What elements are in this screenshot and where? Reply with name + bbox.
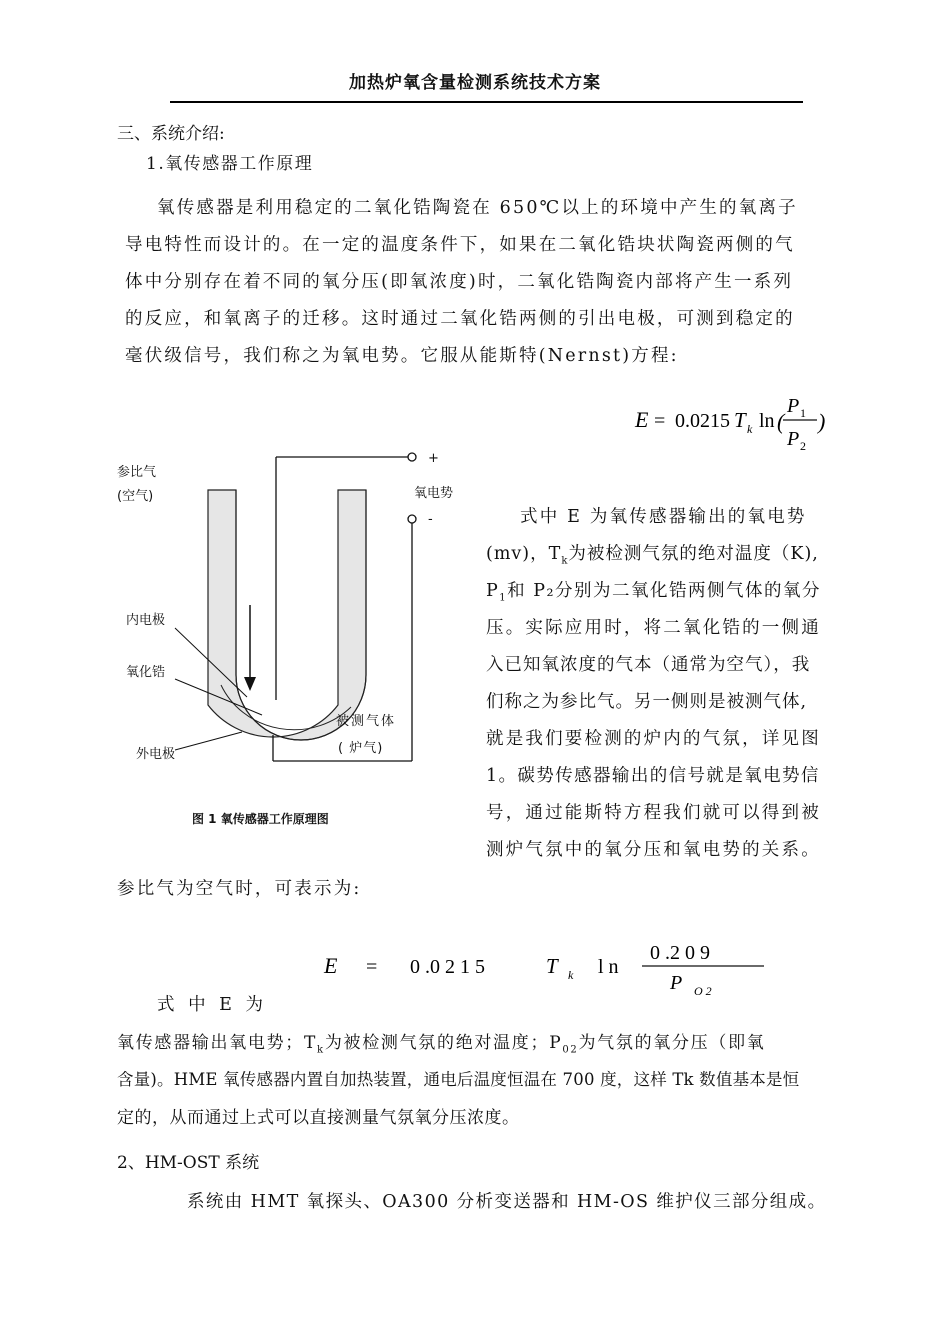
side-paragraph-line: 入已知氧浓度的气本（通常为空气），我: [486, 655, 811, 675]
label-minus: -: [428, 512, 433, 527]
nernst-equation: [620, 385, 840, 455]
label-furnace-gas: ( 炉气): [338, 741, 384, 756]
header-divider: [170, 101, 803, 103]
reference-air-line: 参比气为空气时，可表示为:: [117, 879, 362, 899]
label-measured-gas: 被测气体: [336, 714, 397, 729]
side-paragraph-line: $P_1$和 P₂分别为二氧化锆两侧气体的氧分: [486, 581, 822, 604]
oxygen-sensor-diagram: [100, 445, 480, 835]
side-paragraph-line: 式中 E 为氧传感器输出的氧电势: [520, 507, 807, 527]
svg-text:(: (: [777, 409, 785, 434]
paragraph-line: 毫伏级信号，我们称之为氧电势。它服从能斯特(Nernst)方程:: [125, 346, 679, 366]
label-plus: +: [428, 451, 439, 466]
positive-terminal: [408, 453, 416, 461]
document-header-title: 加热炉氧含量检测系统技术方案: [349, 73, 601, 93]
side-paragraph-line: 1。碳势传感器输出的信号就是氧电势信: [486, 766, 820, 786]
figure-caption: 图 1 氧传感器工作原理图: [192, 812, 329, 826]
subsection-heading: 1.氧传感器工作原理: [146, 154, 314, 174]
label-reference-gas-air: (空气): [117, 489, 154, 504]
svg-text:1: 1: [800, 406, 806, 420]
svg-text:=: =: [654, 410, 666, 432]
svg-text:O 2: O 2: [694, 984, 712, 998]
svg-text:): ): [818, 409, 826, 434]
label-zirconia: 氧化锆: [126, 665, 166, 680]
svg-text:=: =: [366, 956, 378, 978]
svg-text:P: P: [787, 395, 800, 417]
svg-text:l n: l n: [598, 956, 619, 978]
label-inner-electrode: 内电极: [126, 613, 166, 628]
svg-text:ln: ln: [759, 410, 775, 432]
side-paragraph-line: 号，通过能斯特方程我们就可以得到被: [486, 803, 821, 823]
hmost-paragraph: 系统由 HMT 氧探头、OA300 分析变送器和 HM-OS 维护仪三部分组成。: [187, 1192, 827, 1212]
svg-text:E: E: [324, 953, 338, 978]
paragraph-line: 体中分别存在着不同的氧分压(即氧浓度)时，二氧化锆陶瓷内部将产生一系列: [125, 272, 794, 292]
where-label: 式 中 E 为: [157, 995, 267, 1015]
section-heading: 三、系统介绍:: [117, 124, 225, 144]
equation-lhs: E: [635, 407, 649, 432]
equation-coefficient: 0.0215: [675, 410, 730, 432]
svg-text:T: T: [546, 954, 558, 978]
side-paragraph-line: 压。实际应用时，将二氧化锆的一侧通: [486, 618, 821, 638]
label-reference-gas: 参比气: [117, 465, 157, 480]
svg-text:0 .2 0 9: 0 .2 0 9: [650, 942, 710, 964]
equation-tk: T: [734, 408, 746, 432]
paragraph2-line: 氧传感器输出氧电势；$T_k$为被检测气氛的绝对温度；$P_{02}$为气氛的氧分压（即氧: [117, 1033, 766, 1056]
svg-text:k: k: [747, 422, 753, 436]
paragraph-line: 的反应，和氧离子的迁移。这时通过二氧化锆两侧的引出电极，可测到稳定的: [125, 309, 795, 329]
paragraph2-line: 含量)。HME 氧传感器内置自加热装置，通电后温度恒温在 700 度，这样 Tk 数值基本是恒: [117, 1070, 800, 1089]
label-oxygen-potential: 氧电势: [414, 486, 454, 501]
hmost-heading: 2、HM-OST 系统: [117, 1153, 260, 1173]
label-outer-electrode: 外电极: [136, 747, 176, 762]
paragraph2-line: 定的，从而通过上式可以直接测量气氛氧分压浓度。: [117, 1108, 520, 1128]
svg-text:P: P: [787, 428, 800, 450]
svg-text:2: 2: [800, 439, 806, 453]
svg-text:P: P: [670, 972, 683, 994]
side-paragraph-line: 们称之为参比气。另一侧则是被测气体,: [486, 692, 808, 712]
reference-air-equation: [310, 935, 780, 1000]
paragraph-line: 氧传感器是利用稳定的二氧化锆陶瓷在 650℃以上的环境中产生的氧离子: [157, 198, 798, 218]
paragraph-line: 导电特性而设计的。在一定的温度条件下，如果在二氧化锆块状陶瓷两侧的气: [125, 235, 795, 255]
svg-text:k: k: [568, 968, 574, 982]
negative-terminal: [408, 515, 416, 523]
side-paragraph-line: 就是我们要检测的炉内的气氛，详见图: [486, 729, 821, 749]
side-paragraph-line: (mv)，$T_k$为被检测气氛的绝对温度（K),: [486, 544, 819, 567]
svg-text:0 .0 2 1 5: 0 .0 2 1 5: [410, 956, 485, 978]
side-paragraph-line: 测炉气氛中的氧分压和氧电势的关系。: [486, 840, 821, 860]
